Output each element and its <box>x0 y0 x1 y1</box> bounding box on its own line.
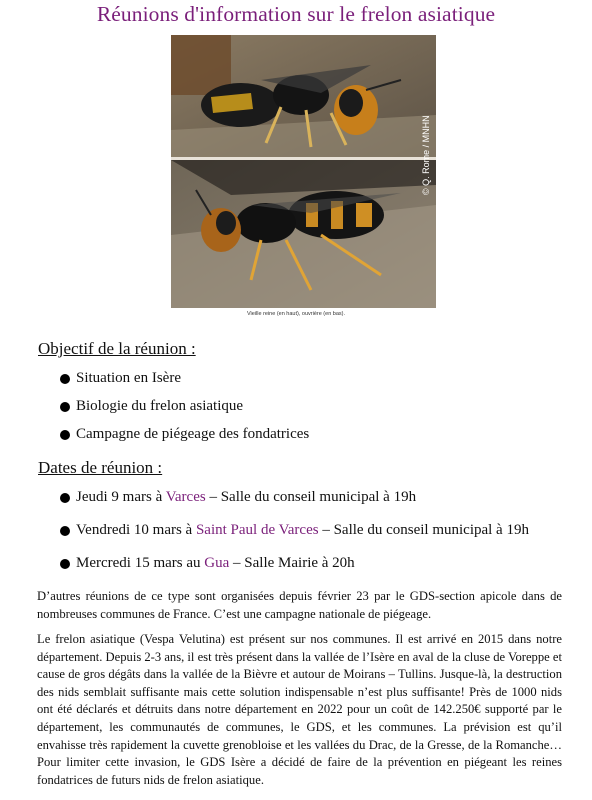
bullet-icon <box>60 526 70 536</box>
photo-caption: Vieille reine (en haut), ouvrière (en bas). <box>246 311 346 317</box>
bullet-icon <box>60 402 70 412</box>
place-name: Gua <box>204 555 230 571</box>
list-item: Mercredi 15 mars au Gua – Salle Mairie à 20h <box>60 555 529 572</box>
bullet-icon <box>60 374 70 384</box>
place-name: Saint Paul de Varces <box>195 522 319 538</box>
dates-heading: Dates de réunion : <box>38 458 163 477</box>
objectives-heading: Objectif de la réunion : <box>38 339 196 358</box>
bullet-icon <box>60 559 70 569</box>
list-item: Jeudi 9 mars à Varces – Salle du conseil municipal à 19h <box>60 489 529 506</box>
paragraph-intro: D’autres réunions de ce type sont organisées depuis février 23 par le GDS-section apicole dans de nombreuses communes de France. C’est une campagne nationale de piégeage. <box>37 589 562 621</box>
page-title: Réunions d'information sur le frelon asiatique <box>96 2 496 26</box>
list-item: Situation en Isère <box>60 370 309 387</box>
bullet-icon <box>60 430 70 440</box>
objectives-list <box>60 370 309 443</box>
list-item: Vendredi 10 mars à Saint Paul de Varces – Salle du conseil municipal à 19h <box>60 522 529 539</box>
list-item: Biologie du frelon asiatique <box>60 398 309 415</box>
hornet-illustration <box>171 35 436 308</box>
photo-credit: © Q. Rome / MNHN <box>421 115 431 195</box>
hornet-photo <box>171 35 436 308</box>
bullet-icon <box>60 493 70 503</box>
paragraph-body: Le frelon asiatique (Vespa Velutina) est présent sur nos communes. Il est arrivé en 2015 dans notre département. Depuis 2-3 ans, il est très présent dans la vallée de l’Isère en aval de la cluse de Voreppe et cause de gros dégâts dans la vallée de la Bièvre et autour de Moirans – Tullins. Jusque-là, la destruction des nids semblait suffisante mais cette solution indispensable n’est plus suffisante! Près de 1000 nids ont été déclarés et détruits dans notre département en 2022 pour un coût de 142.250€ supporté par le département, les communautés de communes, le GDS, et les communes. La prévision est qu’il envahisse très rapidement la cuvette grenobloise et les vallées du Drac, de la Gresse, de la Romanche… Pour limiter cette invasion, le GDS Isère a décidé de faire de la prévention en piégeant les reines fondatrices de futurs nids de frelon asiatique. <box>37 632 562 787</box>
list-item: Campagne de piégeage des fondatrices <box>60 426 309 443</box>
place-name: Varces <box>165 489 206 505</box>
dates-list <box>60 489 529 572</box>
